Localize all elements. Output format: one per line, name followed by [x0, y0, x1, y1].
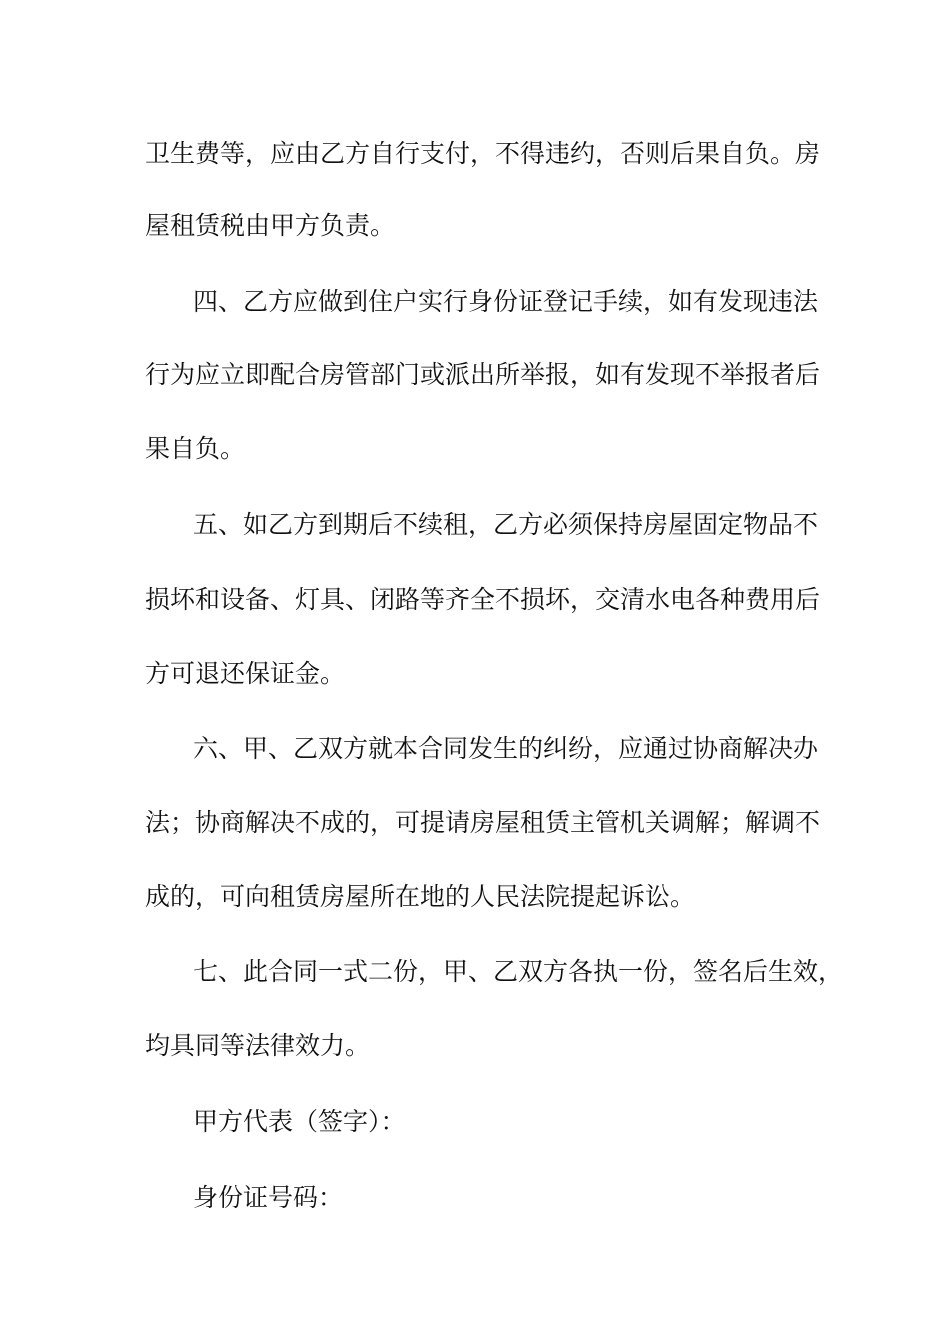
id-number-label: 身份证号码： — [193, 1183, 344, 1212]
text-line: 成的，可向租赁房屋所在地的人民法院提起诉讼。 — [145, 882, 696, 911]
text-line: 法；协商解决不成的，可提请房屋租赁主管机关调解；解调不 — [145, 808, 821, 837]
text-line: 卫生费等，应由乙方自行支付，不得违约，否则后果自负。房 — [145, 139, 821, 168]
party-a-signature-label: 甲方代表（签字）： — [193, 1107, 406, 1136]
paragraph-7-start: 七、此合同一式二份，甲、乙双方各执一份，签名后生效， — [193, 957, 844, 986]
text-line: 行为应立即配合房管部门或派出所举报，如有发现不举报者后 — [145, 360, 821, 389]
text-line: 果自负。 — [145, 434, 246, 463]
text-line: 屋租赁税由甲方负责。 — [145, 211, 396, 240]
text-line: 损坏和设备、灯具、闭路等齐全不损坏，交清水电各种费用后 — [145, 585, 821, 614]
text-line: 均具同等法律效力。 — [145, 1031, 371, 1060]
text-line: 方可退还保证金。 — [145, 659, 346, 688]
paragraph-4-start: 四、乙方应做到住户实行身份证登记手续，如有发现违法 — [193, 287, 819, 316]
paragraph-5-start: 五、如乙方到期后不续租，乙方必须保持房屋固定物品不 — [193, 510, 819, 539]
paragraph-6-start: 六、甲、乙双方就本合同发生的纠纷，应通过协商解决办 — [193, 734, 819, 763]
